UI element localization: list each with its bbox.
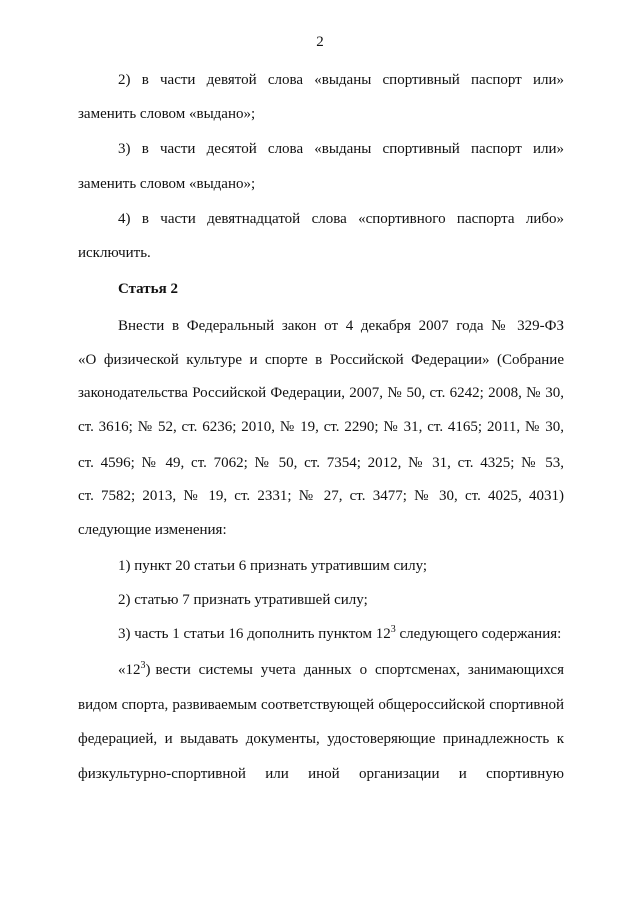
- superscript: 3: [140, 660, 146, 671]
- superscript: 3: [390, 624, 396, 635]
- text-line: ст. 7582; 2013, № 19, ст. 2331; № 27, ст. 3477; № 30, ст. 4025, 4031): [78, 488, 564, 504]
- text-line: «О физической культуре и спорте в Российской Федерации» (Собрание: [78, 352, 564, 368]
- text-line: ст. 4596; № 49, ст. 7062; № 50, ст. 7354; 2012, № 31, ст. 4325; № 53,: [78, 455, 564, 471]
- text-line: Внести в Федеральный закон от 4 декабря 2007 года № 329-ФЗ: [118, 318, 564, 334]
- text-line: 2) в части девятой слова «выданы спортивный паспорт или»: [118, 72, 564, 88]
- text-line: 3) в части десятой слова «выданы спортивный паспорт или»: [118, 141, 564, 157]
- quote-open: «12: [118, 662, 141, 678]
- text-line-quote-start: [118, 662, 564, 679]
- text-line: физкультурно-спортивной или иной организации и спортивную: [78, 766, 564, 782]
- text-line: 2) статью 7 признать утратившей силу;: [118, 592, 368, 608]
- article-heading: Статья 2: [118, 281, 178, 297]
- text-line: ст. 3616; № 52, ст. 6236; 2010, № 19, ст. 2290; № 31, ст. 4165; 2011, № 30,: [78, 419, 564, 435]
- text-line: следующие изменения:: [78, 522, 227, 538]
- line-part: 3) часть 1 статьи 16 дополнить пунктом 12: [118, 626, 391, 642]
- text-line: вести системы учета данных о спортсменах, занимающихся: [155, 662, 564, 678]
- text-line: 1) пункт 20 статьи 6 признать утратившим силу;: [118, 558, 428, 574]
- page-number: 2: [316, 34, 324, 50]
- text-line: 4) в части девятнадцатой слова «спортивного паспорта либо»: [118, 211, 564, 227]
- text-line-with-superscript: [118, 626, 561, 643]
- quote-marker: [118, 662, 151, 679]
- text-line: исключить.: [78, 245, 151, 261]
- text-line: заменить словом «выдано»;: [78, 106, 256, 122]
- text-line: законодательства Российской Федерации, 2007, № 50, ст. 6242; 2008, № 30,: [78, 385, 564, 401]
- line-part: следующего содержания:: [395, 626, 562, 642]
- text-line: видом спорта, развиваемым соответствующей общероссийской спортивной: [78, 697, 564, 713]
- quote-close: ): [145, 662, 151, 678]
- text-line: заменить словом «выдано»;: [78, 176, 256, 192]
- text-line: федерацией, и выдавать документы, удостоверяющие принадлежность к: [78, 731, 564, 747]
